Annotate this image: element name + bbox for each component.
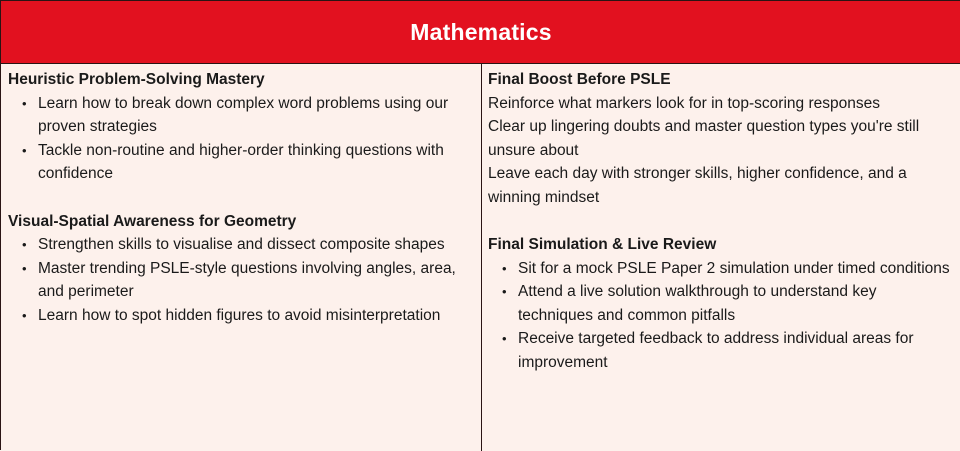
bullet-icon: • [502,331,507,346]
bullet-icon: • [22,260,27,276]
boost-paragraph: Clear up lingering doubts and master question types you're still unsure about [488,118,920,159]
boost-paragraph: Reinforce what markers look for in top-scoring responses [488,94,880,112]
list-item: • Sit for a mock PSLE Paper 2 simulation under timed conditions [488,257,953,281]
section-title-simulation: Final Simulation & Live Review [488,236,717,253]
section-title-geometry: Visual-Spatial Awareness for Geometry [8,212,297,230]
list-item: • Learn how to spot hidden figures to avoid misinterpretation [8,304,475,328]
bullet-icon: • [502,284,507,299]
list-item: • Receive targeted feedback to address individual areas for improvement [488,327,953,374]
list-item: • Tackle non-routine and higher-order thinking questions with confidence [8,139,475,186]
bullet-icon: • [502,260,507,276]
section-title-boost: Final Boost Before PSLE [488,71,671,88]
section-title-heuristic: Heuristic Problem-Solving Mastery [8,71,265,88]
boost-paragraph: Leave each day with stronger skills, higher confidence, and a winning mindset [488,165,907,206]
list-item: • Master trending PSLE-style questions involving angles, area, and perimeter [8,257,475,304]
bullet-icon: • [22,307,27,323]
list-item: • Strengthen skills to visualise and dissect composite shapes [8,233,475,257]
left-column [1,64,482,451]
table-header [1,1,960,64]
bullet-icon: • [22,237,27,252]
geometry-list [8,233,475,327]
simulation-list [488,257,953,375]
list-item: • Learn how to break down complex word problems using our proven strategies [8,92,475,139]
list-item: • Attend a live solution walkthrough to understand key techniques and common pitfalls [488,280,953,327]
heuristic-list [8,92,475,186]
bullet-icon: • [22,95,27,111]
right-column [482,64,960,451]
page-title: Mathematics [410,18,552,45]
bullet-icon: • [22,142,27,158]
